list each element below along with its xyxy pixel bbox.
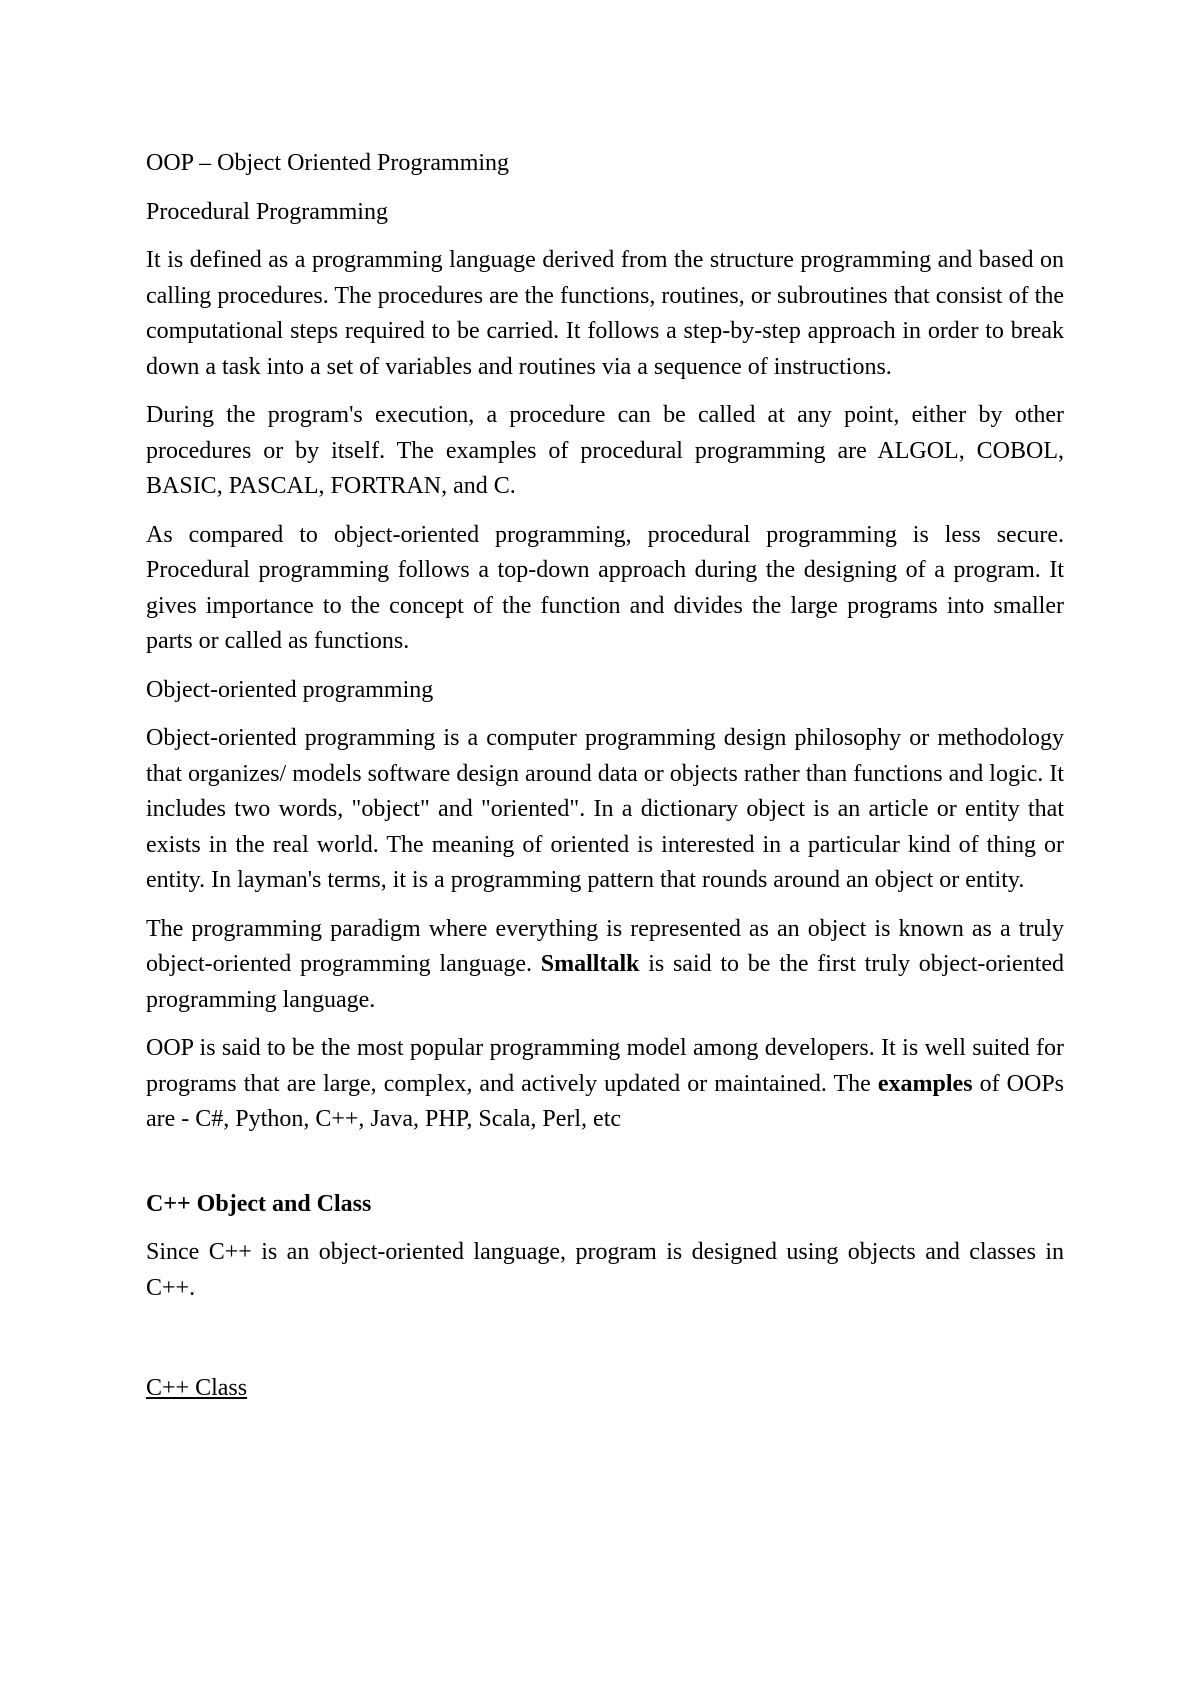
oop-paragraph-2-text-start: The programming paradigm where everything is represented as an object is known as a truly object-oriented programming language.	[146, 915, 1064, 977]
oop-paragraph-2	[146, 912, 1064, 1019]
examples-bold: examples	[877, 1070, 973, 1097]
oop-paragraph-1: Object-oriented programming is a computer programming design philosophy or methodology that organizes/ models software design around data or objects rather than functions and logic. It includes two words, "object" and "oriented". In a dictionary object is an article or entity that exists in the real world. The meaning of oriented is interested in a particular kind of thing or entity. In layman's terms, it is a programming pattern that rounds around an object or entity.	[146, 725, 1064, 893]
procedural-heading: Procedural Programming	[146, 198, 388, 225]
procedural-paragraph-2: During the program's execution, a procedure can be called at any point, either by other procedures or by itself. The examples of procedural programming are ALGOL, COBOL, BASIC, PASCAL, FORTRAN, and C.	[146, 402, 1064, 499]
cpp-class-heading: C++ Class	[146, 1375, 248, 1401]
cpp-object-class-heading: C++ Object and Class	[146, 1190, 372, 1217]
smalltalk-bold: Smalltalk	[540, 951, 640, 977]
procedural-paragraph-1: It is defined as a programming language derived from the structure programming and based on calling procedures. The procedures are the functions, routines, or subroutines that consist of the computational steps required to be carried. It follows a step-by-step approach in order to break down a task into a set of variables and routines via a sequence of instructions.	[146, 247, 1064, 380]
oop-paragraph-3	[146, 1031, 1064, 1138]
blank-line	[146, 1151, 1064, 1187]
procedural-paragraph-3: As compared to object-oriented programming, procedural programming is less secure. Procedural programming follows a top-down approach during the designing of a program. It gives importance to the concept of the function and divides the large programs into smaller parts or called as functions.	[146, 521, 1064, 654]
document-title: OOP – Object Oriented Programming	[146, 150, 510, 176]
oop-paragraph-2-text-end: is said to be the first truly object-oriented programming language.	[146, 951, 1065, 1013]
document-page	[146, 146, 1064, 1407]
oop-heading: Object-oriented programming	[146, 676, 434, 703]
oop-paragraph-3-text-end: of OOPs are - C#, Python, C++, Java, PHP, Scala, Perl, etc	[146, 1070, 1064, 1132]
cpp-paragraph-1: Since C++ is an object-oriented language, program is designed using objects and classes in C++.	[146, 1239, 1064, 1301]
blank-line-2	[146, 1319, 1064, 1371]
oop-paragraph-3-text-start: OOP is said to be the most popular programming model among developers. It is well suited for programs that are large, complex, and actively updated or maintained. The	[146, 1035, 1064, 1097]
